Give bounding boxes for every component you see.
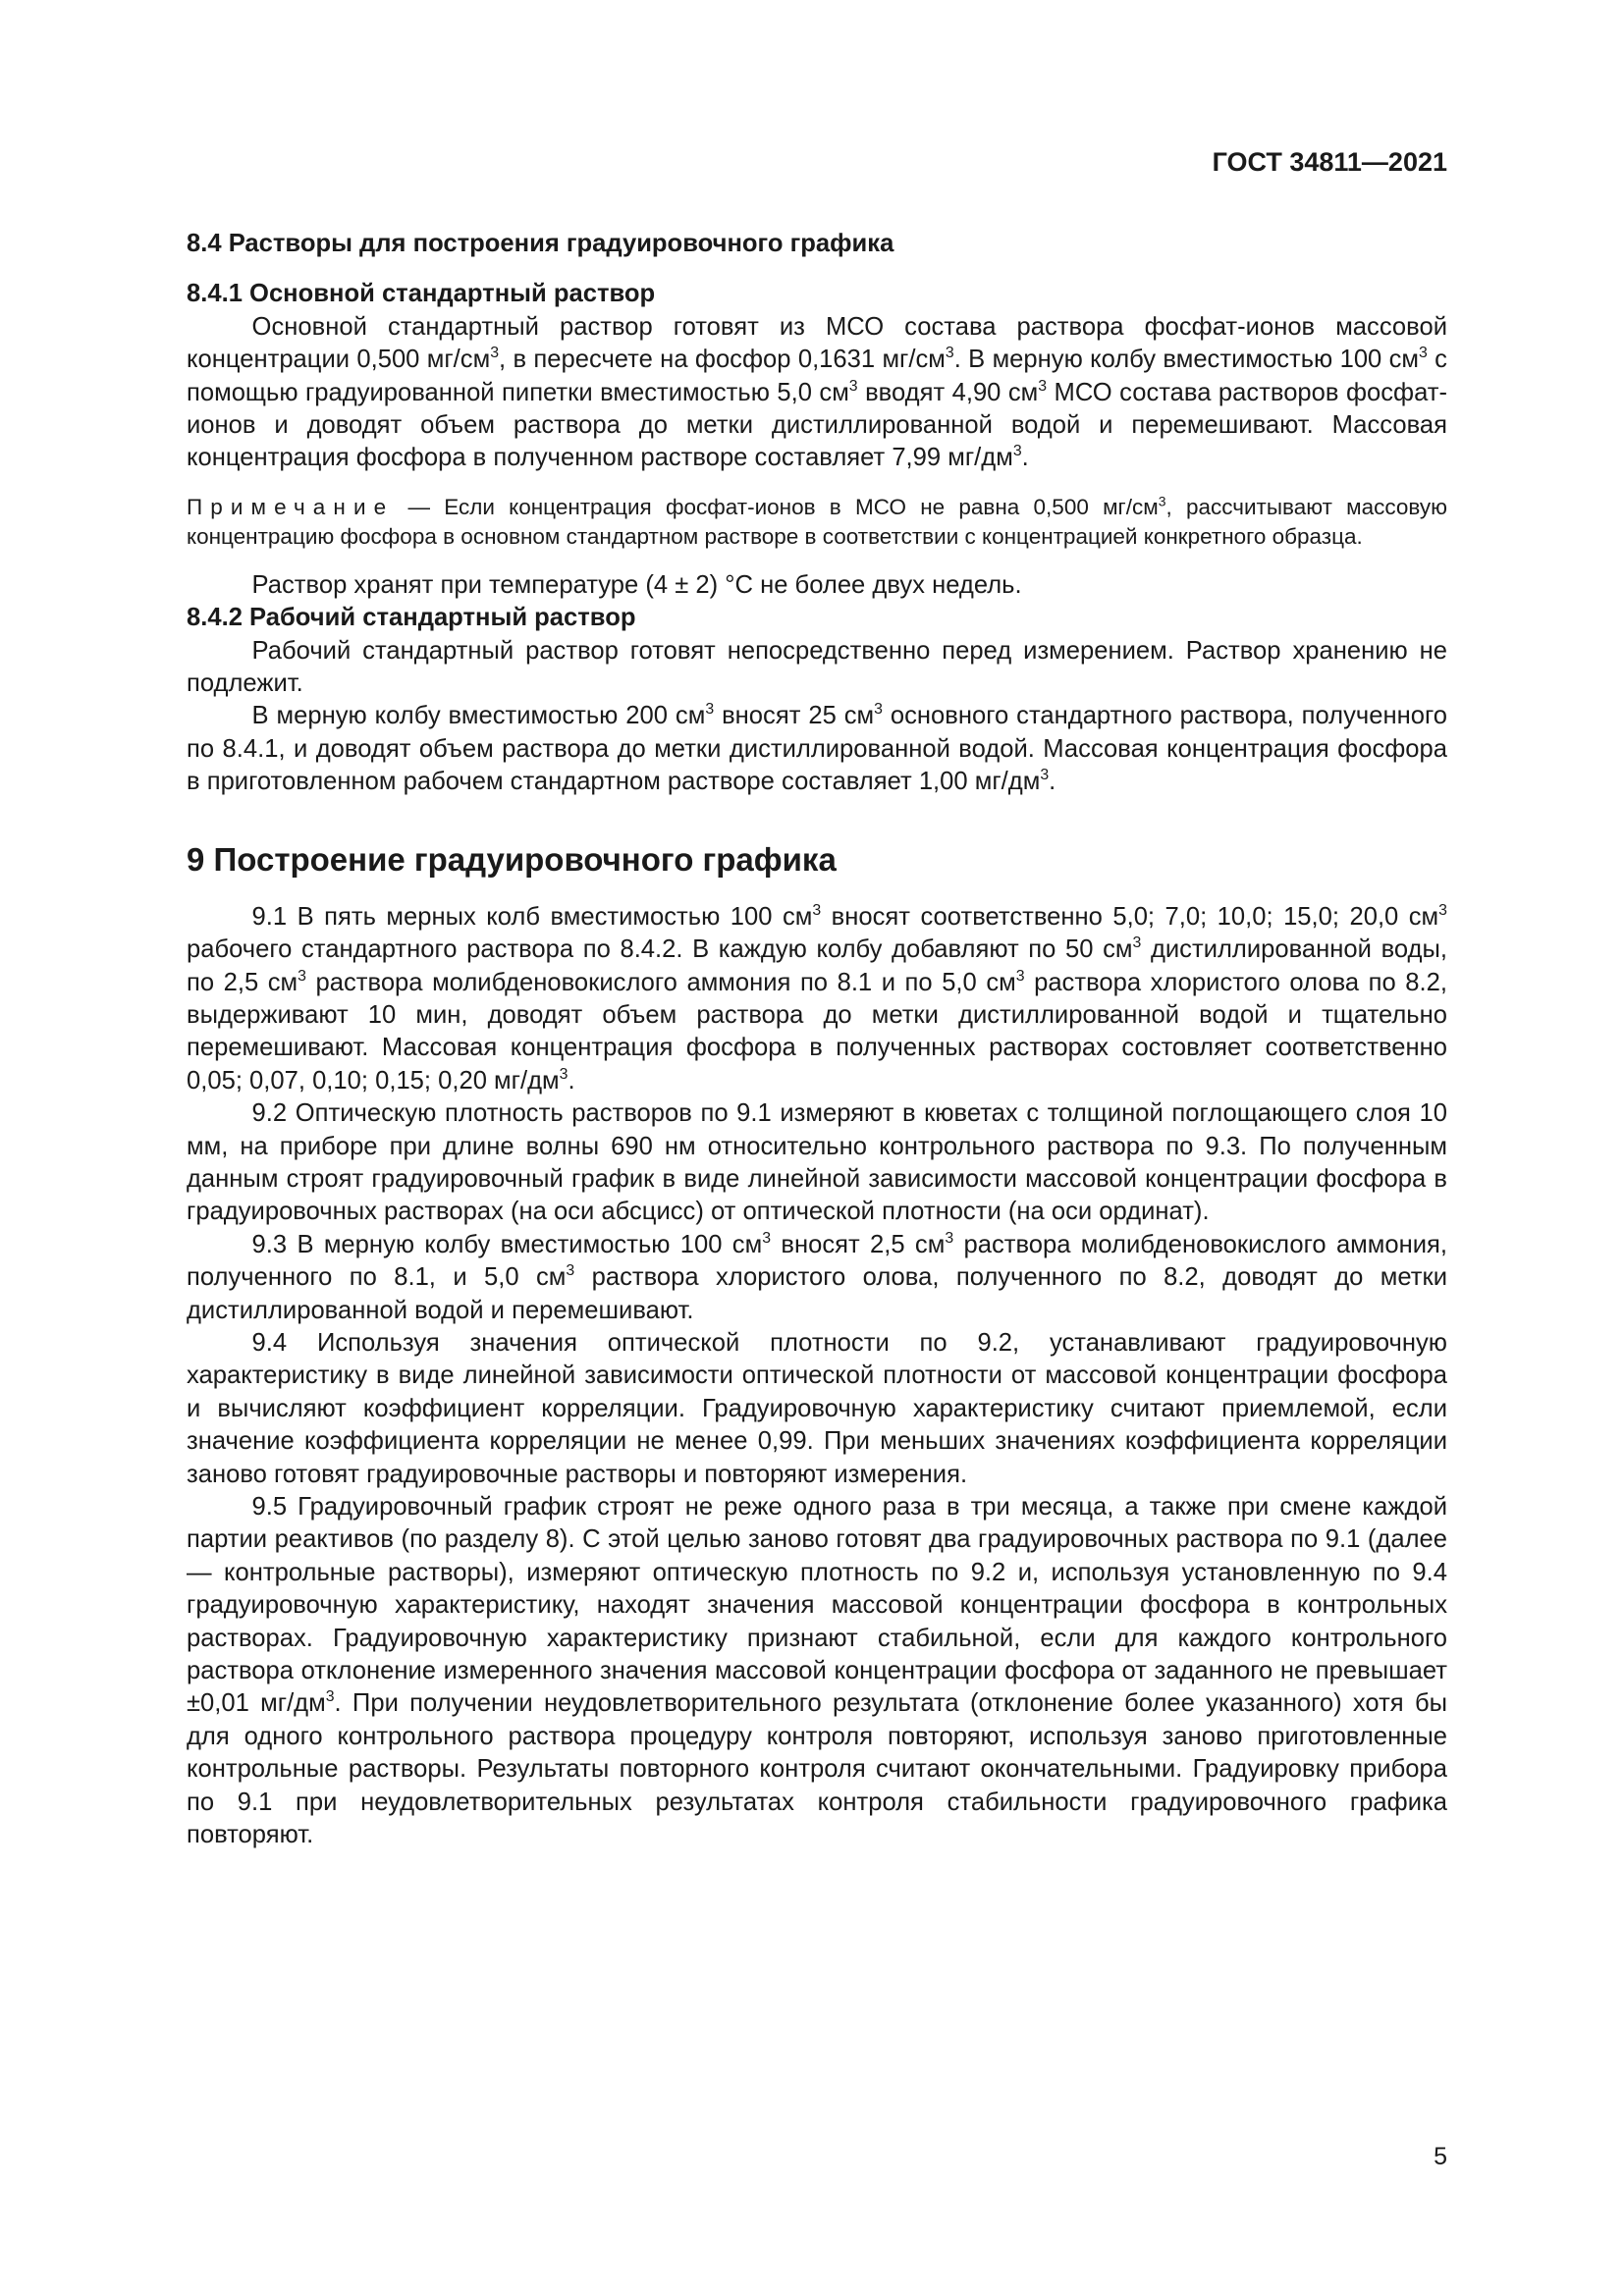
note-label: Примечание: [187, 494, 395, 519]
superscript: 3: [1038, 377, 1048, 395]
superscript: 3: [298, 967, 306, 985]
paragraph-9-2: 9.2 Оптическую плотность растворов по 9.1 измеряют в кюветах с толщиной поглощающего слоя 10 мм, на приборе при длине волны 690 нм относительно контрольного раствора по 9.3. По полученным данным строят градуировочный график в виде линейной зависимости массовой концентрации фосфора в градуировочных растворах (на оси абсцисс) от оптической плотности (на оси ординат).: [187, 1099, 1447, 1226]
superscript: 3: [762, 1229, 772, 1247]
superscript: 3: [812, 901, 822, 919]
superscript: 3: [1012, 443, 1022, 460]
superscript: 3: [1438, 901, 1447, 919]
paragraph-8-4-2-prep: В мерную колбу вместимостью 200 $см^3$ вносят 25 $см^3$ основного стандартного раствора, полученного по 8.4.1, и доводят объем раствора до метки дистиллированной водой. Массовая концентрация фосфора в приготовленном рабочем стандартном растворе составляет 1,00 $мг/дм^3$.: [187, 701, 1447, 796]
superscript: 3: [1015, 967, 1025, 985]
superscript: 3: [1158, 493, 1166, 509]
superscript: 3: [566, 1262, 575, 1280]
paragraph-9-1: 9.1 В пять мерных колб вместимостью 100 $см^3$ вносят соответственно 5,0; 7,0; 10,0; 15,0; 20,0 $см^3$ рабочего стандартного раствора по 8.4.2. В каждую колбу добавляют по 50 $см^3$ дистиллированной воды, по 2,5 $см^3$ раствора молибденовокислого аммония по 8.1 и по 5,0 $см^3$ раствора хлористого олова по 8.2, выдерживают 10 мин, доводят объем раствора до метки дистиллированной водой и тщательно перемешивают. Массовая концентрация фосфора в полученных растворах состовляет соответственно 0,05; 0,07, 0,10; 0,15; 0,20 $мг/дм^3$.: [187, 901, 1448, 1095]
section-title-9: 9 Построение градуировочного графика: [187, 840, 837, 878]
superscript: 3: [945, 1229, 954, 1247]
superscript: 3: [490, 345, 500, 362]
subheading-8-4: 8.4 Растворы для построения градуировочного графика: [187, 230, 894, 257]
paragraph-9-3: 9.3 В мерную колбу вместимостью 100 $см^3$ вносят 2,5 $см^3$ раствора молибденовокислого аммония, полученного по 8.1, и 5,0 $см^3$ раствора хлористого олова, полученного по 8.2, доводят до метки дистиллированной водой и перемешивают.: [187, 1229, 1448, 1324]
superscript: 3: [1132, 934, 1142, 952]
subheading-8-4-2: 8.4.2 Рабочий стандартный раствор: [187, 604, 636, 632]
paragraph-9-5: 9.5 Градуировочный график строят не реже одного раза в три месяца, а также при смене каждой партии реактивов (по разделу 8). С этой целью заново готовят два градуировочных раствора по 9.1 (далее — контрольные растворы), измеряют оптическую плотность по 9.2 и, используя установленную по 9.4 градуировочную характеристику, находят значения массовой концентрации фосфора в контрольных растворах. Градуировочную характеристику признают стабильной, если для каждого контрольного раствора отклонение измеренного значения массовой концентрации фосфора от заданного не превышает ±0,01 $мг/дм^3$. При получении неудовлетворительного результата (отклонение более указанного) хотя бы для одного контрольного раствора процедуру контроля повторяют, используя заново приготовленные контрольные растворы. Результаты повторного контроля считают окончательными. Градуировку прибора по 9.1 при неудовлетворительных результатах контроля стабильности градуировочного графика повторяют.: [187, 1493, 1447, 1849]
superscript: 3: [559, 1065, 568, 1083]
superscript: 3: [1419, 345, 1428, 362]
note-paragraph: Примечание — Если концентрация фосфат-ионов в МСО не равна 0,500 $мг/см^3$, рассчитывают массовую концентрацию фосфора в основном стандартном растворе в соответствии с концентрацией конкретного образца.: [187, 493, 1447, 549]
document-id: ГОСТ 34811—2021: [1212, 147, 1447, 177]
paragraph-storage: Раствор хранят при температуре (4 ± 2) °С не более двух недель.: [251, 570, 1022, 599]
superscript: 3: [848, 377, 858, 395]
subheading-8-4-1: 8.4.1 Основной стандартный раствор: [187, 280, 656, 308]
superscript: 3: [705, 701, 715, 719]
paragraph-9-4: 9.4 Используя значения оптической плотности по 9.2, устанавливают градуировочную характеристику в виде линейной зависимости оптической плотности от массовой концентрации фосфора и вычисляют коэффициент корреляции. Градуировочную характеристику считают приемлемой, если значение коэффициента корреляции не менее 0,99. При меньших значениях коэффициента корреляции заново готовят градуировочные растворы и повторяют измерения.: [187, 1328, 1447, 1488]
superscript: 3: [1040, 767, 1050, 784]
superscript: 3: [874, 701, 883, 719]
superscript: 3: [325, 1688, 335, 1706]
page-number: 5: [1434, 2143, 1447, 2170]
document-body: [187, 228, 1447, 1851]
superscript: 3: [945, 345, 954, 362]
paragraph-8-4-2-text: Рабочий стандартный раствор готовят непосредственно перед измерением. Раствор хранению не подлежит.: [187, 636, 1447, 698]
paragraph-8-4-1-text: Основной стандартный раствор готовят из МСО состава раствора фосфат-ионов массовой концентрации 0,500 $мг/см^3$, в пересчете на фосфор 0,1631 $мг/см^3$. В мерную колбу вместимостью 100 $см^3$ с помощью градуированной пипетки вместимостью 5,0 $см^3$ вводят 4,90 $см^3$ МСО состава растворов фосфат-ионов и доводят объем раствора до метки дистиллированной водой и перемешивают. Массовая концентрация фосфора в полученном растворе составляет 7,99 $мг/дм^3$.: [187, 312, 1448, 472]
